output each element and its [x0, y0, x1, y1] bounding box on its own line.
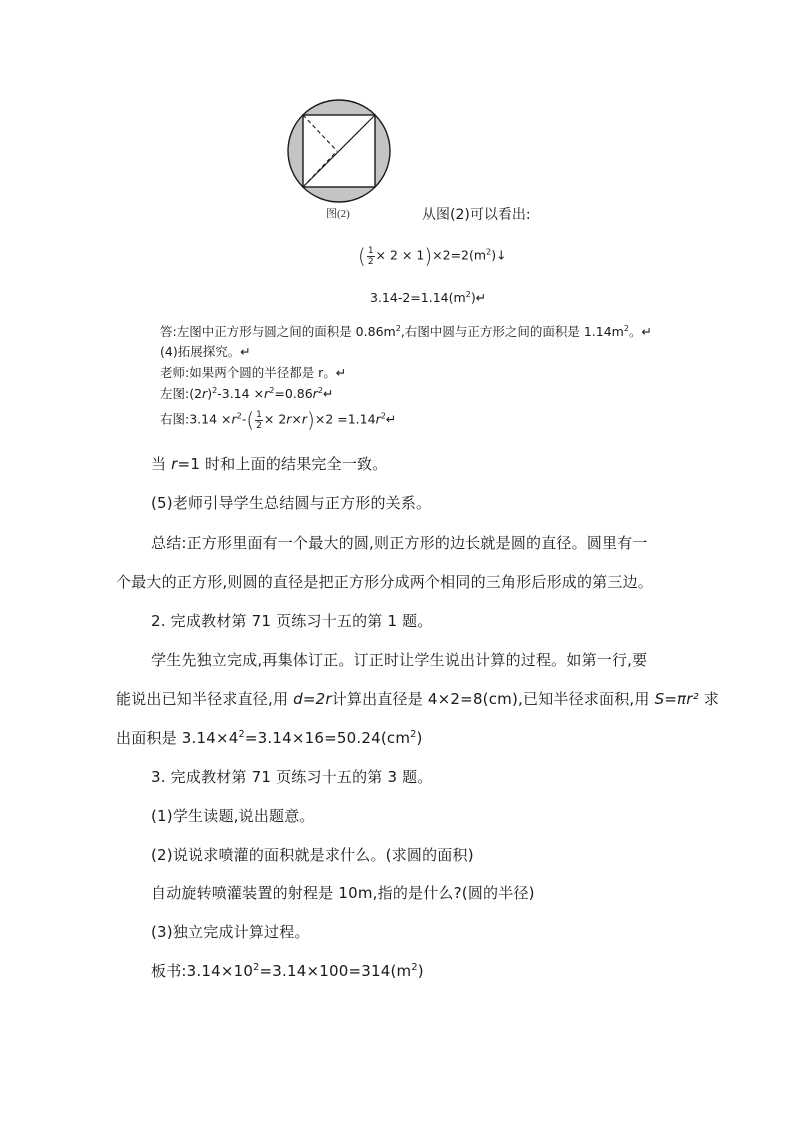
right-frac-den: 2: [256, 420, 262, 431]
right-fraction: [255, 410, 263, 431]
consistent-line: [151, 453, 387, 474]
answer-line: [160, 322, 652, 340]
board-exp2: 2: [411, 962, 418, 973]
left-end: ↵: [322, 386, 334, 401]
paren-close: ): [424, 244, 433, 268]
right-frac-num: 1: [256, 409, 262, 420]
calc1-end: )↓: [491, 247, 507, 263]
consistent-r: r: [171, 455, 178, 473]
right-r2: r: [286, 411, 292, 427]
consistent-b: =1 时和上面的结果完全一致。: [177, 455, 388, 473]
task3-line: 3. 完成教材第 71 页练习十五的第 3 题。: [151, 768, 433, 786]
board-a: 板书:3.14×10: [151, 962, 254, 980]
step5-line: (5)老师引导学生总结圆与正方形的关系。: [151, 494, 432, 512]
left-exp3: 2: [317, 384, 323, 395]
left-b: ): [207, 386, 213, 401]
indep2-c: 求: [698, 690, 720, 708]
left-exp2: 2: [269, 384, 275, 395]
indep2-formula1: d=2r: [293, 690, 332, 708]
left-exp1: 2: [212, 384, 218, 395]
board-line: [151, 960, 424, 981]
indep3-a: 出面积是 3.14×4: [116, 729, 239, 747]
answer-a: 答:左图中正方形与圆之间的面积是 0.86m: [160, 324, 396, 339]
right-b: -: [241, 411, 247, 427]
indep3-exp1: 2: [238, 729, 245, 740]
left-c: -3.14 ×: [217, 386, 265, 401]
calc-line-1: [358, 244, 507, 268]
board-exp1: 2: [253, 962, 260, 973]
indep2-a: 能说出已知半径求直径,用: [116, 690, 294, 708]
independent-line-3: [116, 727, 423, 748]
right-end: ↵: [385, 411, 397, 427]
independent-line-1: 学生先独立完成,再集体订正。订正时让学生说出计算的过程。如第一行,要: [151, 651, 648, 669]
right-a: 右图:3.14 ×: [160, 411, 232, 427]
indep3-c: ): [416, 729, 423, 747]
indep2-b: 计算出直径是 4×2=8(cm),已知半径求面积,用: [331, 690, 655, 708]
calc2-text: 3.14-2=1.14(m: [370, 290, 466, 305]
fraction-den: 2: [367, 256, 374, 267]
answer-exp2: 2: [623, 322, 630, 333]
left-r3: r: [312, 386, 318, 401]
answer-end: 。↵: [629, 324, 652, 339]
ask-line: (2)说说求喷灌的面积就是求什么。(求圆的面积): [151, 846, 474, 864]
independent-line-2: [116, 688, 719, 709]
right-exp1: 2: [236, 410, 242, 421]
answer-exp1: 2: [395, 322, 401, 333]
right-d: ×: [291, 411, 302, 427]
right-r1: r: [231, 411, 237, 427]
right-exp2: 2: [380, 410, 386, 421]
board-c: ): [417, 962, 424, 980]
read-line: (1)学生读题,说出题意。: [151, 807, 315, 825]
explore-line: (4)拓展探究。↵: [160, 344, 251, 359]
consistent-a: 当: [151, 455, 172, 473]
calc2-exp: 2: [465, 288, 471, 299]
indep3-exp2: 2: [410, 729, 417, 740]
left-figure-formula: [160, 384, 333, 402]
teacher-line: 老师:如果两个圆的半径都是 r。↵: [160, 365, 347, 380]
board-b: =3.14×100=314(m: [259, 962, 412, 980]
left-a: 左图:(2: [160, 386, 203, 401]
intro-line: 从图(2)可以看出:: [422, 207, 531, 223]
right-r3: r: [301, 411, 308, 427]
summary-line-1: 总结:正方形里面有一个最大的圆,则正方形的边长就是圆的直径。圆里有一: [151, 534, 648, 552]
answer-b: ,右图中圆与正方形之间的面积是 1.14m: [400, 324, 624, 339]
summary-line-2: 个最大的正方形,则圆的直径是把正方形分成两个相同的三角形后形成的第三边。: [116, 573, 653, 591]
calc2-end: )↵: [470, 290, 487, 305]
calc-line-2: [370, 290, 486, 305]
calc1-mid: × 2 × 1: [375, 247, 425, 263]
task2-line: 2. 完成教材第 71 页练习十五的第 1 题。: [151, 612, 433, 630]
right-r4: r: [375, 411, 381, 427]
indep2-formula2: S=πr²: [654, 690, 699, 708]
calc-step-line: (3)独立完成计算过程。: [151, 923, 310, 941]
fraction-num: 1: [367, 245, 374, 256]
figure-circle-square: [284, 96, 394, 206]
right-c: × 2: [263, 411, 287, 427]
left-r1: r: [202, 386, 208, 401]
right-figure-formula: 右图:3.14 $\times r^2-$( $\frac{1}{2}$ × $2r\times r)\times 2 =1.14r^2↵$: [160, 408, 397, 432]
right-e: ×2 =1.14: [314, 411, 376, 427]
left-d: =0.86: [274, 386, 313, 401]
calc1-tail: ×2=2(m: [432, 247, 487, 263]
figure-caption: 图(2): [326, 208, 350, 220]
left-r2: r: [264, 386, 270, 401]
range-line: 自动旋转喷灌装置的射程是 10m,指的是什么?(圆的半径): [151, 884, 535, 902]
calc1-exp: 2: [486, 246, 492, 257]
indep3-b: =3.14×16=50.24(cm: [244, 729, 411, 747]
paren-open: (: [358, 244, 366, 268]
fraction-half: [367, 246, 375, 267]
